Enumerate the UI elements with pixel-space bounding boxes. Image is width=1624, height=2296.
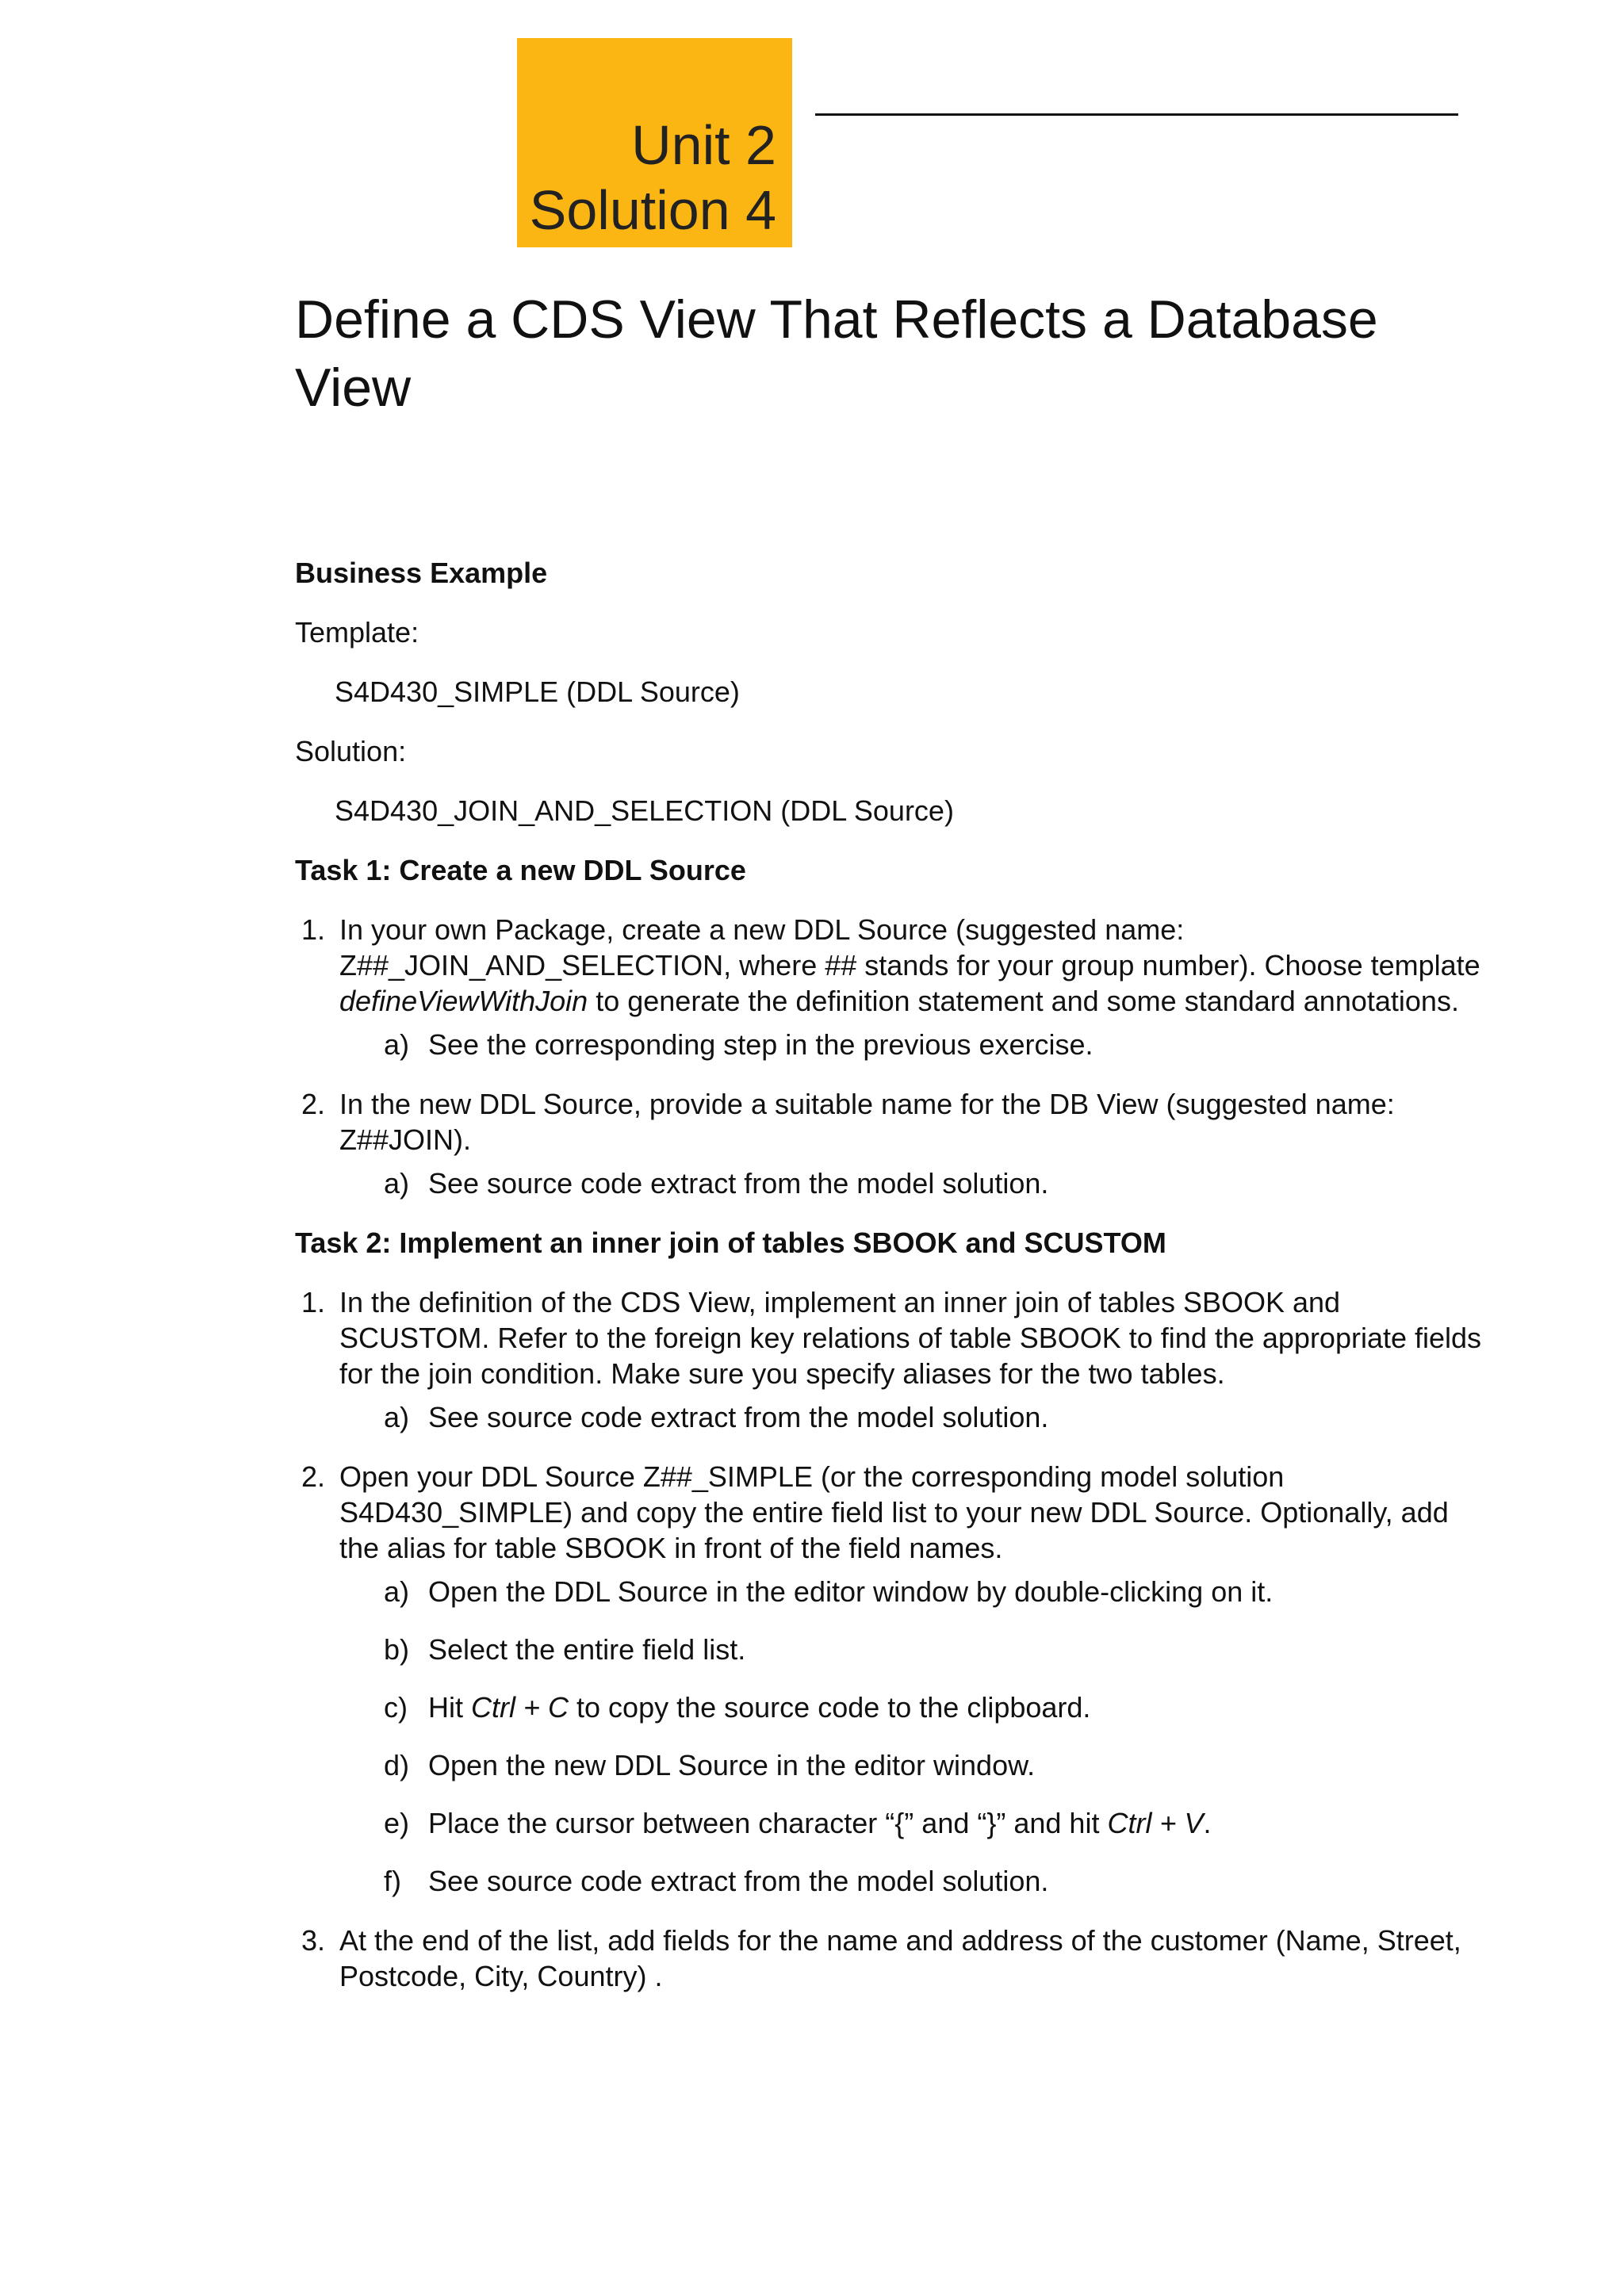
substep xyxy=(384,1689,1484,1725)
step-text: In the definition of the CDS View, implement an inner join of tables SBOOK and SCUSTOM. Refer to the foreign key relations of table SBOOK to find the appropriate fields for the join condition. Make sure you specify aliases for the two tables. xyxy=(339,1286,1482,1390)
template-value: S4D430_SIMPLE (DDL Source) xyxy=(335,675,740,708)
substep xyxy=(384,1747,1484,1783)
header-rule xyxy=(815,113,1458,116)
substep-text: Open the new DDL Source in the editor window. xyxy=(428,1749,1036,1781)
substep-text-part: Hit xyxy=(428,1691,471,1724)
substep-letter: a) xyxy=(384,1401,410,1433)
step-number: 2. xyxy=(301,1460,326,1493)
substep xyxy=(384,1165,1484,1201)
task-2-heading: Task 2: Implement an inner join of tables SBOOK and SCUSTOM xyxy=(295,1226,1166,1259)
substep-text: See the corresponding step in the previous exercise. xyxy=(428,1028,1094,1061)
substep xyxy=(384,1027,1484,1062)
solution-label: Solution: xyxy=(295,735,407,767)
step-number: 1. xyxy=(301,913,326,946)
step-text: In the new DDL Source, provide a suitable name for the DB View (suggested name: Z##JOIN). xyxy=(339,1088,1395,1156)
substep-letter: e) xyxy=(384,1807,410,1839)
step-number: 1. xyxy=(301,1286,326,1318)
step-text-part: In your own Package, create a new DDL Source (suggested name: Z##_JOIN_AND_SELECTION, where ## stands for your group number). Choose template xyxy=(339,913,1480,982)
step-text: Open your DDL Source Z##_SIMPLE (or the corresponding model solution S4D430_SIMPLE) and copy the entire field list to your new DDL Source. Optionally, add the alias for table SBOOK in front of the field names. xyxy=(339,1460,1449,1564)
substep-text: See source code extract from the model solution. xyxy=(428,1167,1049,1200)
substep xyxy=(384,1863,1484,1899)
substep-letter: d) xyxy=(384,1749,410,1781)
solution-value: S4D430_JOIN_AND_SELECTION (DDL Source) xyxy=(335,794,954,827)
unit-number: Unit 2 xyxy=(631,114,776,176)
substep-text: Select the entire field list. xyxy=(428,1633,746,1666)
substep-text xyxy=(428,1807,1212,1839)
task-1-heading: Task 1: Create a new DDL Source xyxy=(295,854,746,886)
substep-letter: a) xyxy=(384,1167,410,1200)
substep-letter: a) xyxy=(384,1575,410,1608)
template-name-emphasis: defineViewWithJoin xyxy=(339,985,588,1017)
step-number: 3. xyxy=(301,1924,326,1957)
substep-letter: b) xyxy=(384,1633,410,1666)
substep xyxy=(384,1632,1484,1667)
page-title: Define a CDS View That Reflects a Database View xyxy=(295,289,1378,418)
substep xyxy=(384,1805,1484,1841)
substep-text xyxy=(428,1691,1090,1724)
substep xyxy=(384,1399,1484,1435)
substep-text: See source code extract from the model solution. xyxy=(428,1401,1049,1433)
substep-text-part: . xyxy=(1203,1807,1212,1839)
substep xyxy=(384,1574,1484,1609)
task-1-step-1 xyxy=(295,912,1484,1062)
substep-text-part: Place the cursor between character “{” and “}” and hit xyxy=(428,1807,1108,1839)
substep-text: See source code extract from the model solution. xyxy=(428,1865,1049,1897)
substep-letter: c) xyxy=(384,1691,408,1724)
business-example-heading: Business Example xyxy=(295,557,548,589)
document-body xyxy=(295,555,1484,2018)
shortcut-emphasis: Ctrl + V xyxy=(1107,1807,1204,1839)
shortcut-emphasis: Ctrl + C xyxy=(471,1691,569,1724)
template-label: Template: xyxy=(295,616,419,649)
substep-text-part: to copy the source code to the clipboard. xyxy=(569,1691,1091,1724)
step-text: At the end of the list, add fields for the name and address of the customer (Name, Street, Postcode, City, Country) . xyxy=(339,1924,1461,1992)
task-2-step-1 xyxy=(295,1284,1484,1435)
solution-number: Solution 4 xyxy=(529,179,776,241)
task-2-step-2 xyxy=(295,1459,1484,1899)
substep-letter: f) xyxy=(384,1865,401,1897)
step-text xyxy=(339,912,1484,1019)
substep-letter: a) xyxy=(384,1028,410,1061)
step-number: 2. xyxy=(301,1088,326,1120)
task-2-step-3 xyxy=(295,1923,1484,1994)
unit-badge xyxy=(517,38,792,247)
substep-text: Open the DDL Source in the editor window by double-clicking on it. xyxy=(428,1575,1274,1608)
step-text-part: to generate the definition statement and some standard annotations. xyxy=(588,985,1459,1017)
task-1-step-2 xyxy=(295,1086,1484,1201)
